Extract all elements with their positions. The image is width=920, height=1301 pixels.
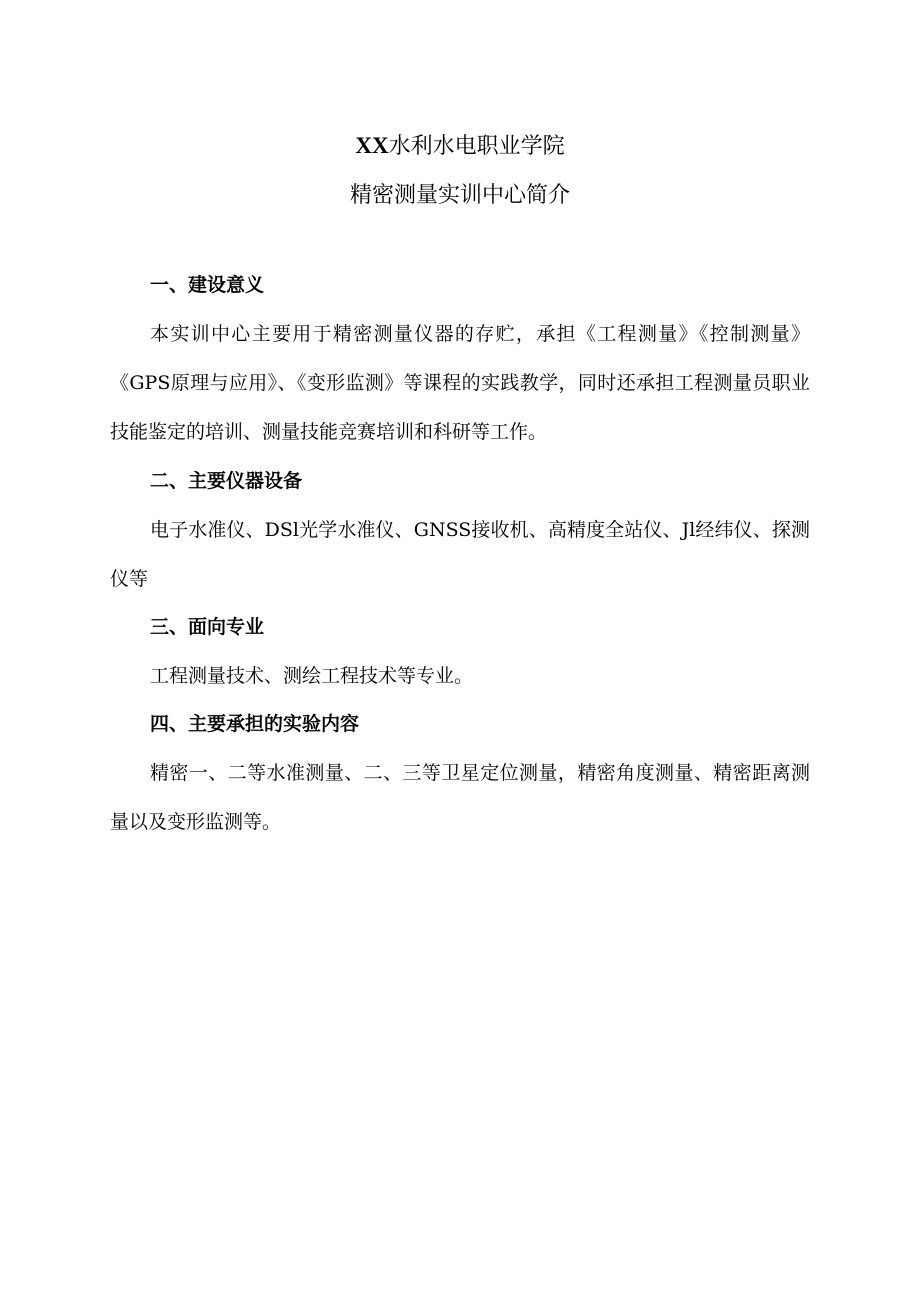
section-heading-majors: 三、面向专业: [150, 616, 265, 638]
section-heading-equipment: 二、主要仪器设备: [150, 470, 303, 492]
document-title-line-1: [0, 131, 920, 162]
section-heading-significance: 一、建设意义: [150, 274, 265, 296]
section-body-majors: 工程测量技术、测绘工程技术等专业。: [150, 665, 474, 687]
title-institution-name: 水利水电职业学院: [388, 134, 565, 159]
document-title-line-2: 精密测量实训中心简介: [349, 183, 570, 208]
title-institution-prefix: XX: [355, 133, 389, 158]
section-body-significance: 本实训中心主要用于精密测量仪器的存贮，承担《工程测量》《控制测量》《GPS原理与应用》、《变形监测》等课程的实践教学，同时还承担工程测量员职业技能鉴定的培训、测量技能竞赛培训和科研等工作。: [110, 323, 810, 443]
section-body-experiments: 精密一、二等水准测量、二、三等卫星定位测量，精密角度测量、精密距离测量以及变形监测等。: [110, 762, 810, 833]
section-body-equipment: 电子水准仪、DSl光学水准仪、GNSS接收机、高精度全站仪、Jl经纬仪、探测仪等: [110, 519, 810, 590]
section-heading-experiments: 四、主要承担的实验内容: [150, 713, 360, 735]
